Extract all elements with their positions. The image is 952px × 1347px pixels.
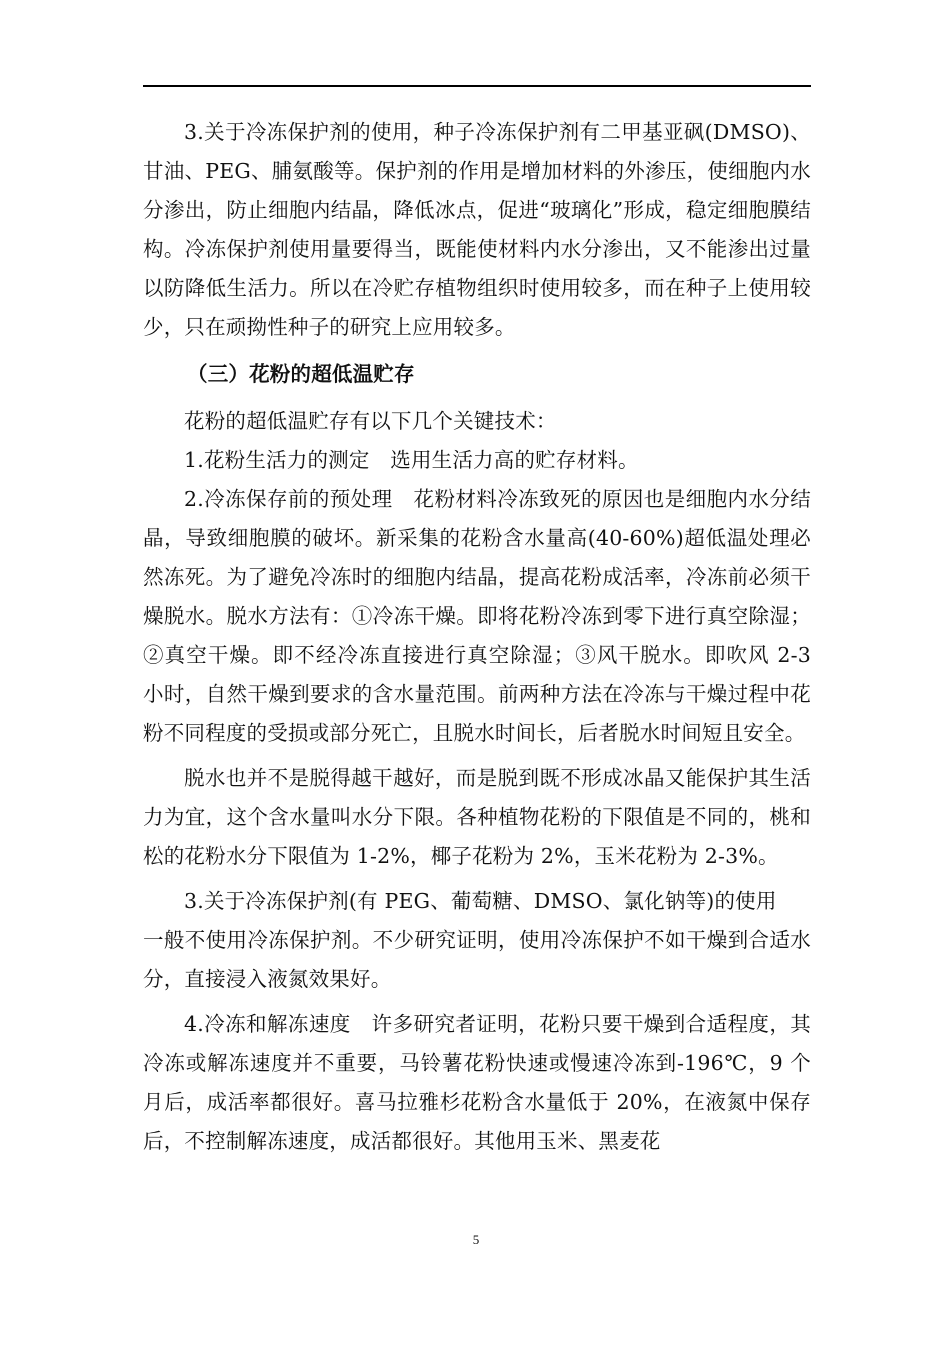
paragraph-pretreatment: 2.冷冻保存前的预处理 花粉材料冷冻致死的原因也是细胞内水分结晶，导致细胞膜的破坏。新采集的花粉含水量高(40-60%)超低温处理必然冻死。为了避免冷冻时的细胞内结晶，提高花粉成活率，冷冻前必须干燥脱水。脱水方法有：①冷冻干燥。即将花粉冷冻到零下进行真空除湿；②真空干燥。即不经冷冻直接进行真空除湿；③风干脱水。即吹风 2-3 小时，自然干燥到要求的含水量范围。前两种方法在冷冻与干燥过程中花粉不同程度的受损或部分死亡，且脱水时间长，后者脱水时间短且安全。 — [143, 487, 811, 745]
paragraph-cryoprotectant-seeds: 3.关于冷冻保护剂的使用，种子冷冻保护剂有二甲基亚砜(DMSO)、甘油、PEG、脯氨酸等。保护剂的作用是增加材料的外渗压，使细胞内水分渗出，防止细胞内结晶，降低冰点，促进“玻璃化”形成，稳定细胞膜结构。冷冻保护剂使用量要得当，既能使材料内水分渗出，又不能渗出过量以防降低生活力。所以在冷贮存植物组织时使用较多，而在种子上使用较少，只在顽拗性种子的研究上应用较多。 — [143, 120, 811, 339]
paragraph-dehydration-limit: 脱水也并不是脱得越干越好，而是脱到既不形成冰晶又能保护其生活力为宜，这个含水量叫水分下限。各种植物花粉的下限值是不同的，桃和松的花粉水分下限值为 1-2%，椰子花粉为 2%，玉米花粉为 2-3%。 — [143, 766, 811, 868]
paragraph-no-protectant: 一般不使用冷冻保护剂。不少研究证明，使用冷冻保护不如干燥到合适水分，直接浸入液氮效果好。 — [143, 928, 811, 991]
header-rule — [143, 85, 811, 87]
page-number: 5 — [472, 1232, 480, 1247]
paragraph-viability-test: 1.花粉生活力的测定 选用生活力高的贮存材料。 — [184, 448, 639, 472]
paragraph-freeze-thaw-speed: 4.冷冻和解冻速度 许多研究者证明，花粉只要干燥到合适程度，其冷冻或解冻速度并不重要，马铃薯花粉快速或慢速冷冻到-196℃，9 个月后，成活率都很好。喜马拉雅杉花粉含水量低于 20%，在液氮中保存后，不控制解冻速度，成活都很好。其他用玉米、黑麦花 — [143, 1012, 811, 1153]
section-heading: （三）花粉的超低温贮存 — [187, 362, 415, 386]
document-body — [143, 113, 811, 1161]
paragraph-cryoprotectant-pollen: 3.关于冷冻保护剂(有 PEG、葡萄糖、DMSO、氯化钠等)的使用 — [184, 889, 777, 913]
paragraph-key-techniques: 花粉的超低温贮存有以下几个关键技术： — [184, 409, 557, 433]
